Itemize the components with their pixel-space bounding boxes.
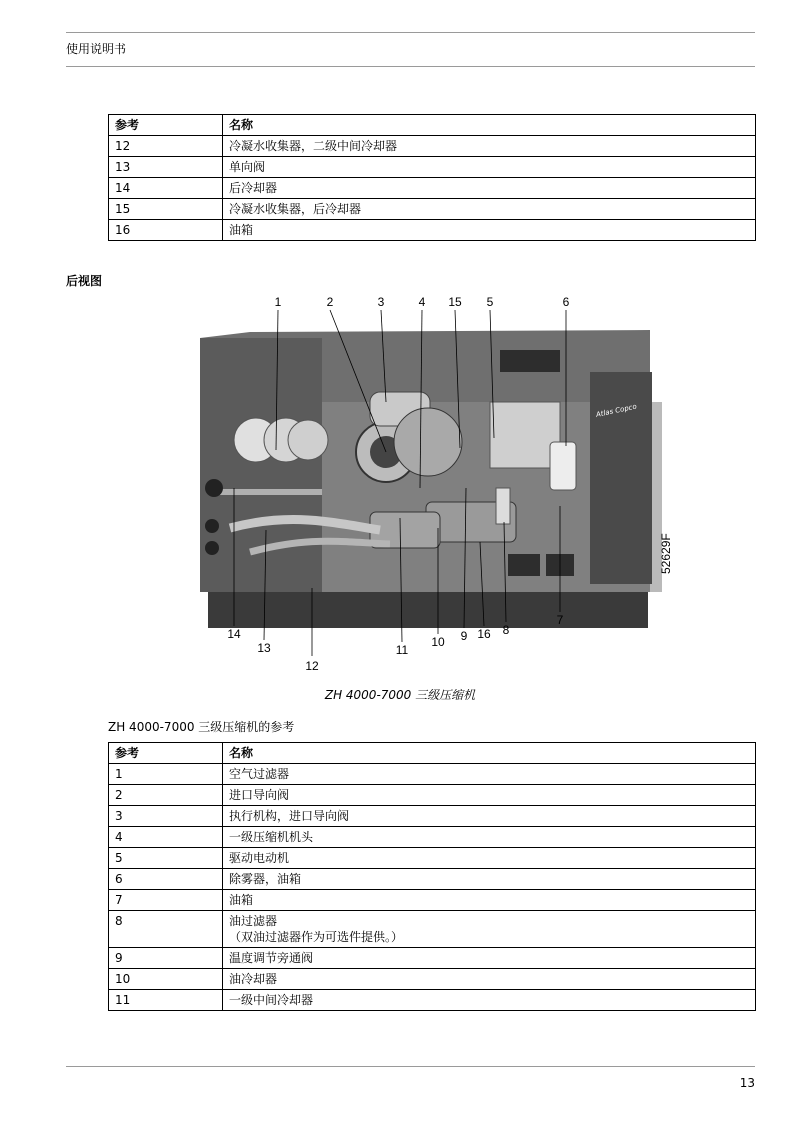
ref-cell: 2 [109, 785, 223, 806]
table-row [109, 869, 756, 890]
table-row [109, 890, 756, 911]
callout-9: 9 [460, 629, 468, 643]
ref-cell: 13 [109, 157, 223, 178]
ref-cell: 16 [109, 220, 223, 241]
control-cabinet [590, 372, 652, 584]
housing-left-panel [200, 338, 322, 592]
base-frame [208, 592, 648, 628]
table-row [109, 199, 756, 220]
name-cell: 冷凝水收集器，后冷却器 [223, 199, 756, 220]
ref-cell: 10 [109, 969, 223, 990]
section-title: 后视图 [66, 274, 103, 288]
ref-cell: 8 [109, 911, 223, 948]
callout-7: 7 [556, 613, 564, 627]
oil-filter [496, 488, 510, 524]
name-cell: 空气过滤器 [223, 764, 756, 785]
header-title: 使用说明书 [66, 42, 127, 56]
port [205, 541, 219, 555]
callout-11: 11 [395, 643, 409, 657]
column-header-ref: 参考 [109, 115, 223, 136]
name-cell: 温度调节旁通阀 [223, 948, 756, 969]
table-row [109, 911, 756, 948]
table-row [109, 136, 756, 157]
column-header-ref: 参考 [109, 743, 223, 764]
callout-14: 14 [227, 627, 241, 641]
ref-cell: 6 [109, 869, 223, 890]
table-header-row [109, 743, 756, 764]
ref-cell: 11 [109, 990, 223, 1011]
image-code: 52629F [659, 533, 673, 574]
vent-grille [500, 350, 560, 372]
name-cell: 一级中间冷却器 [223, 990, 756, 1011]
ref-cell: 12 [109, 136, 223, 157]
port [205, 479, 223, 497]
name-cell: 油过滤器 （双油过滤器作为可选件提供。） [223, 911, 756, 948]
footer-rule [66, 1066, 755, 1067]
callout-5: 5 [486, 295, 494, 309]
name-cell: 除雾器，油箱 [223, 869, 756, 890]
name-cell: 进口导向阀 [223, 785, 756, 806]
demister [550, 442, 576, 490]
callout-10: 10 [431, 635, 445, 649]
table-row [109, 969, 756, 990]
compressor-head [394, 408, 462, 476]
ref-cell: 7 [109, 890, 223, 911]
name-cell: 油箱 [223, 220, 756, 241]
name-cell: 执行机构，进口导向阀 [223, 806, 756, 827]
name-cell: 驱动电动机 [223, 848, 756, 869]
callout-15: 15 [448, 295, 462, 309]
air-filter [288, 420, 328, 460]
table-row [109, 157, 756, 178]
callout-6: 6 [562, 295, 570, 309]
name-cell: 油冷却器 [223, 969, 756, 990]
vent-grille [508, 554, 540, 576]
header-rule-bottom [66, 66, 755, 67]
figure-caption: ZH 4000-7000 三级压缩机 [324, 688, 476, 702]
callout-12: 12 [305, 659, 319, 673]
table-row [109, 806, 756, 827]
table-header-row [109, 115, 756, 136]
ref-cell: 5 [109, 848, 223, 869]
column-header-name: 名称 [223, 115, 756, 136]
callout-1: 1 [274, 295, 282, 309]
ref-cell: 15 [109, 199, 223, 220]
name-cell: 冷凝水收集器，二级中间冷却器 [223, 136, 756, 157]
ref-cell: 3 [109, 806, 223, 827]
table-row [109, 848, 756, 869]
table-row [109, 990, 756, 1011]
reference-table-bottom [108, 742, 756, 1011]
table-row [109, 827, 756, 848]
reference-table-top [108, 114, 756, 241]
table-row [109, 948, 756, 969]
name-cell: 油箱 [223, 890, 756, 911]
table-row [109, 178, 756, 199]
name-cell: 一级压缩机机头 [223, 827, 756, 848]
table-row [109, 220, 756, 241]
column-header-name: 名称 [223, 743, 756, 764]
ref-cell: 4 [109, 827, 223, 848]
compressor-rear-view-figure [190, 292, 680, 676]
callout-2: 2 [326, 295, 334, 309]
port [205, 519, 219, 533]
callout-16: 16 [477, 627, 491, 641]
logo: Atlas Copco [595, 402, 638, 419]
callout-4: 4 [418, 295, 426, 309]
page-number: 13 [739, 1076, 755, 1090]
name-cell: 后冷却器 [223, 178, 756, 199]
ref-cell: 14 [109, 178, 223, 199]
table-row [109, 764, 756, 785]
name-cell: 单向阀 [223, 157, 756, 178]
callout-8: 8 [502, 623, 510, 637]
table-intro: ZH 4000-7000 三级压缩机的参考 [108, 720, 295, 734]
callout-3: 3 [377, 295, 385, 309]
callout-13: 13 [257, 641, 271, 655]
ref-cell: 9 [109, 948, 223, 969]
table-row [109, 785, 756, 806]
header-rule-top [66, 32, 755, 33]
ref-cell: 1 [109, 764, 223, 785]
